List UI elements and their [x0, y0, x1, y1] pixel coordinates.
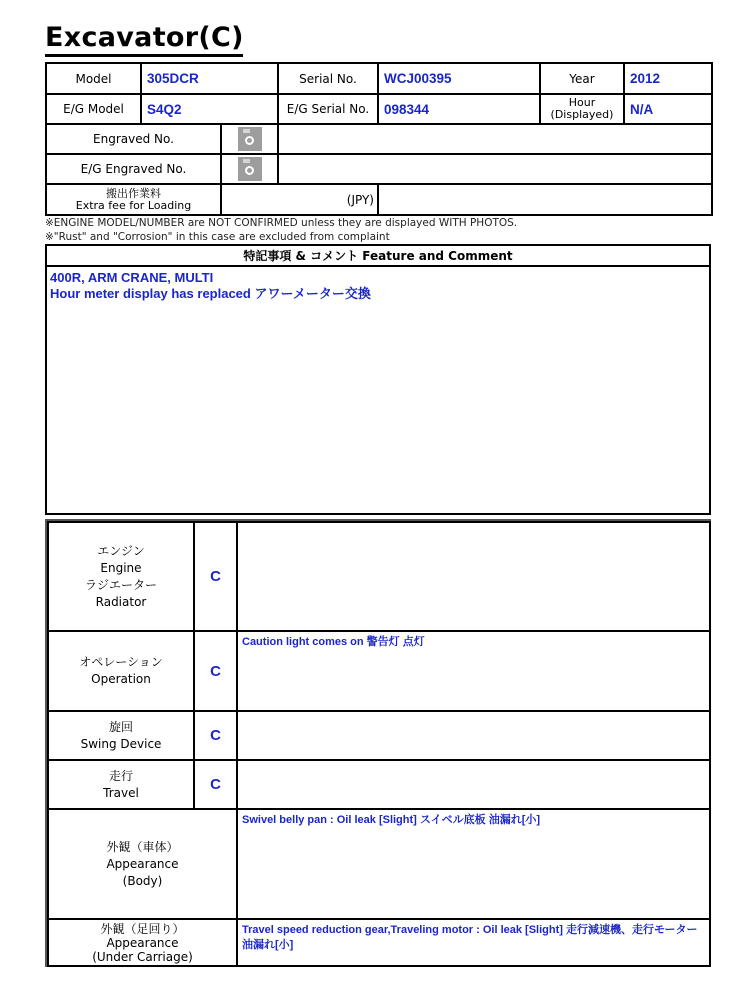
- feature-heading: 特記事項 & コメント Feature and Comment: [46, 245, 710, 266]
- label-line: Radiator: [95, 594, 147, 609]
- inspection-label: [48, 522, 194, 631]
- model-value: 305DCR: [141, 63, 278, 94]
- header-table: [45, 62, 713, 216]
- label-line: (Body): [122, 873, 163, 888]
- feature-line: Hour meter display has replaced アワーメーター交換: [50, 286, 371, 301]
- inspection-row-engine: [48, 522, 710, 631]
- eg-serial-value: 098344: [378, 94, 540, 124]
- inspection-row-swing: [48, 711, 710, 760]
- model-label: Model: [46, 63, 141, 94]
- eg-serial-label: E/G Serial No.: [278, 94, 378, 124]
- inspection-label: [48, 809, 237, 919]
- inspection-comment: Travel speed reduction gear,Traveling motor : Oil leak [Slight] 走行減速機、走行モーター 油漏れ[小]: [237, 919, 710, 966]
- label-line: ラジエーター: [84, 577, 157, 592]
- label-line: Operation: [91, 672, 151, 686]
- inspection-row-appearance-body: [48, 809, 710, 919]
- eg-engraved-label: E/G Engraved No.: [46, 154, 221, 184]
- hour-label-line1: Hour: [568, 96, 596, 109]
- feature-line: 400R, ARM CRANE, MULTI: [50, 270, 214, 285]
- engraved-value: [278, 124, 712, 154]
- eg-engraved-value: [278, 154, 712, 184]
- camera-icon[interactable]: [238, 127, 262, 151]
- inspection-comment: [237, 711, 710, 760]
- serial-value: WCJ00395: [378, 63, 540, 94]
- inspection-grade: C: [194, 760, 237, 809]
- label-line: (Under Carriage): [92, 949, 193, 964]
- year-label: Year: [540, 63, 624, 94]
- label-line: Travel: [103, 785, 139, 800]
- label-line: 外観（足回り）: [100, 921, 185, 936]
- page-title: Excavator(C): [45, 22, 244, 53]
- serial-label: Serial No.: [278, 63, 378, 94]
- hour-label: [540, 94, 624, 124]
- extra-fee-label-en: Extra fee for Loading: [75, 198, 192, 212]
- inspection-comment: [237, 522, 710, 631]
- inspection-grade: C: [194, 711, 237, 760]
- camera-icon[interactable]: [238, 157, 262, 181]
- label-line: 走行: [108, 768, 133, 783]
- inspection-comment: Swivel belly pan : Oil leak [Slight] スイベル底板 油漏れ[小]: [237, 809, 710, 919]
- year-value: 2012: [624, 63, 712, 94]
- feature-table: [45, 244, 711, 515]
- label-line: 旋回: [108, 719, 133, 734]
- inspection-grade: C: [194, 522, 237, 631]
- disclaimer-notes: [45, 216, 517, 244]
- label-line: Engine: [100, 560, 142, 575]
- label-line: オペレーション: [79, 655, 163, 669]
- label-line: Swing Device: [80, 736, 162, 751]
- inspection-row-travel: [48, 760, 710, 809]
- label-line: 外観（車体）: [106, 839, 179, 854]
- extra-fee-label-jp: 搬出作業料: [106, 186, 161, 200]
- inspection-row-appearance-undercarriage: [48, 919, 710, 966]
- currency-label: (JPY): [221, 184, 378, 215]
- inspection-label: [48, 631, 194, 711]
- inspection-label: [48, 919, 237, 966]
- eg-model-value: S4Q2: [141, 94, 278, 124]
- inspection-grade: C: [194, 631, 237, 711]
- note-engine: ※ENGINE MODEL/NUMBER are NOT CONFIRMED unless they are displayed WITH PHOTOS.: [45, 217, 518, 229]
- engraved-photo[interactable]: [221, 124, 278, 154]
- label-line: Appearance: [106, 935, 179, 950]
- extra-fee-value: [378, 184, 712, 215]
- hour-label-line2: (Displayed): [550, 108, 614, 121]
- engraved-label: Engraved No.: [46, 124, 221, 154]
- inspection-comment: Caution light comes on 警告灯 点灯: [237, 631, 710, 711]
- eg-engraved-photo[interactable]: [221, 154, 278, 184]
- title-underline: [45, 54, 243, 57]
- label-line: Appearance: [106, 856, 179, 871]
- inspection-comment: [237, 760, 710, 809]
- inspection-label: [48, 711, 194, 760]
- inspection-label: [48, 760, 194, 809]
- inspection-table: [47, 521, 711, 967]
- note-rust: ※"Rust" and "Corrosion" in this case are excluded from complaint: [45, 231, 390, 243]
- label-line: エンジン: [97, 543, 145, 558]
- inspection-row-operation: [48, 631, 710, 711]
- feature-body: [46, 266, 710, 514]
- extra-fee-label: [46, 184, 221, 215]
- eg-model-label: E/G Model: [46, 94, 141, 124]
- hour-value: N/A: [624, 94, 712, 124]
